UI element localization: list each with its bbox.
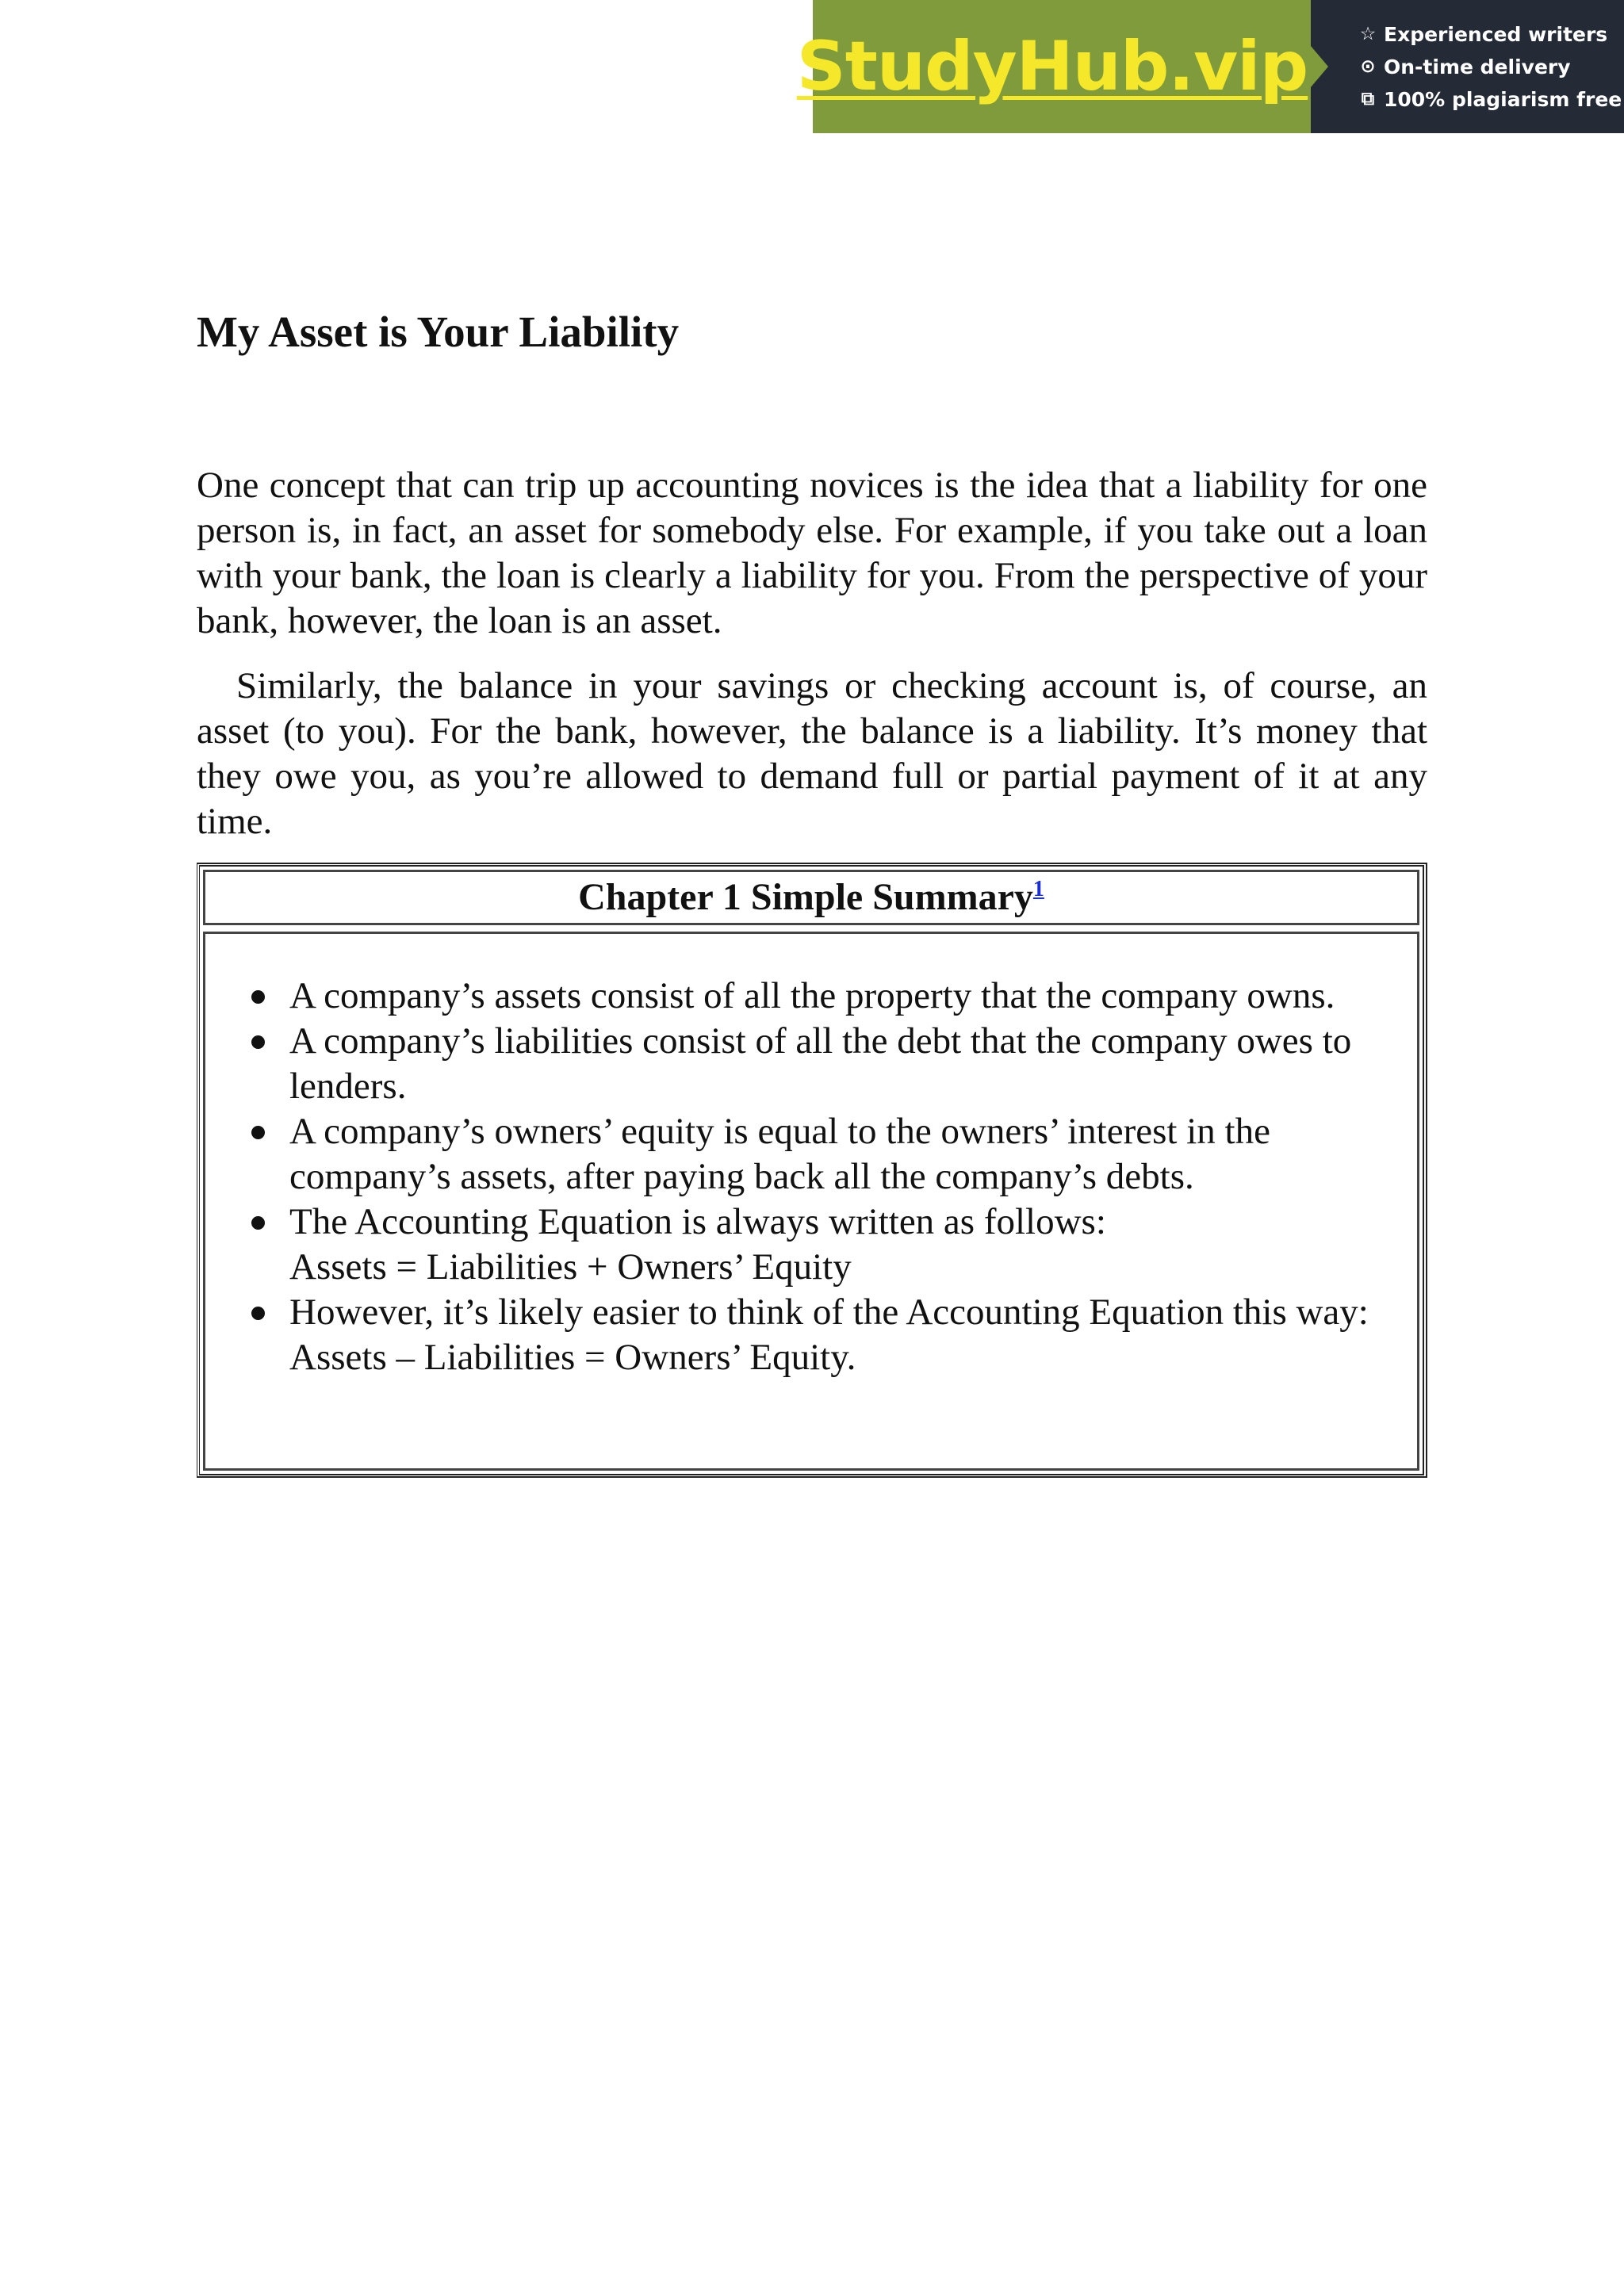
- star-icon: ☆: [1359, 24, 1377, 44]
- feature-experienced-writers: [1357, 18, 1624, 51]
- list-item: [205, 1200, 1417, 1290]
- list-item: [205, 1109, 1417, 1200]
- footnote-link[interactable]: 1: [1032, 877, 1044, 901]
- clock-icon: ⊙: [1360, 56, 1376, 77]
- bullet-icon: [251, 1307, 265, 1320]
- summary-box: [197, 863, 1427, 1478]
- equation-text: Assets – Liabilities = Owners’ Equity.: [289, 1337, 856, 1378]
- feature-label: On-time delivery: [1384, 55, 1571, 78]
- summary-inner: [203, 870, 1419, 1471]
- bullet-icon: [251, 1216, 265, 1230]
- banner-logo-area: [796, 0, 1311, 133]
- list-item: [205, 1019, 1417, 1109]
- banner-features: [1311, 0, 1624, 133]
- feature-label: 100% plagiarism free: [1384, 87, 1622, 111]
- page-title: My Asset is Your Liability: [197, 308, 680, 356]
- list-item-text: A company’s liabilities consist of all the debt that the company owes to lenders.: [289, 1020, 1352, 1107]
- bullet-icon: [251, 1035, 265, 1049]
- feature-label: Experienced writers: [1384, 22, 1608, 46]
- list-item-text: A company’s assets consist of all the property that the company owns.: [289, 975, 1335, 1016]
- copy-icon: ⧉: [1361, 89, 1375, 109]
- summary-body: [203, 932, 1419, 1471]
- feature-plagiarism-free: [1357, 83, 1624, 116]
- list-item: [205, 974, 1417, 1019]
- paragraph: One concept that can trip up accounting novices is the idea that a liability for one person is, in fact, an asset for somebody else. For example, if you take out a loan with your bank, the loan is clearly a liability for you. From the perspective of your bank, however, the loan is an asset.: [197, 465, 1427, 641]
- bullet-icon: [251, 990, 265, 1004]
- list-item-text: The Accounting Equation is always written as follows:: [289, 1201, 1106, 1242]
- paragraph: Similarly, the balance in your savings or checking account is, of course, an asset (to you). For the bank, however, the balance is a liability. It’s money that they owe you, as you’re allowed to demand full or partial payment of it at any time.: [197, 665, 1427, 842]
- list-item-text: However, it’s likely easier to think of the Accounting Equation this way:: [289, 1292, 1369, 1333]
- bullet-icon: [251, 1126, 265, 1139]
- equation-text: Assets = Liabilities + Owners’ Equity: [289, 1246, 852, 1288]
- summary-heading-text: Chapter 1 Simple Summary: [578, 876, 1033, 918]
- summary-list: [205, 974, 1417, 1380]
- list-item: [205, 1290, 1417, 1380]
- list-item-text: A company’s owners’ equity is equal to the owners’ interest in the company’s assets, after paying back all the company’s debts.: [289, 1111, 1270, 1197]
- summary-heading: [203, 870, 1419, 925]
- feature-on-time-delivery: [1357, 51, 1624, 83]
- ad-banner[interactable]: [796, 0, 1624, 133]
- studyhub-logo[interactable]: StudyHub.vip: [796, 27, 1308, 106]
